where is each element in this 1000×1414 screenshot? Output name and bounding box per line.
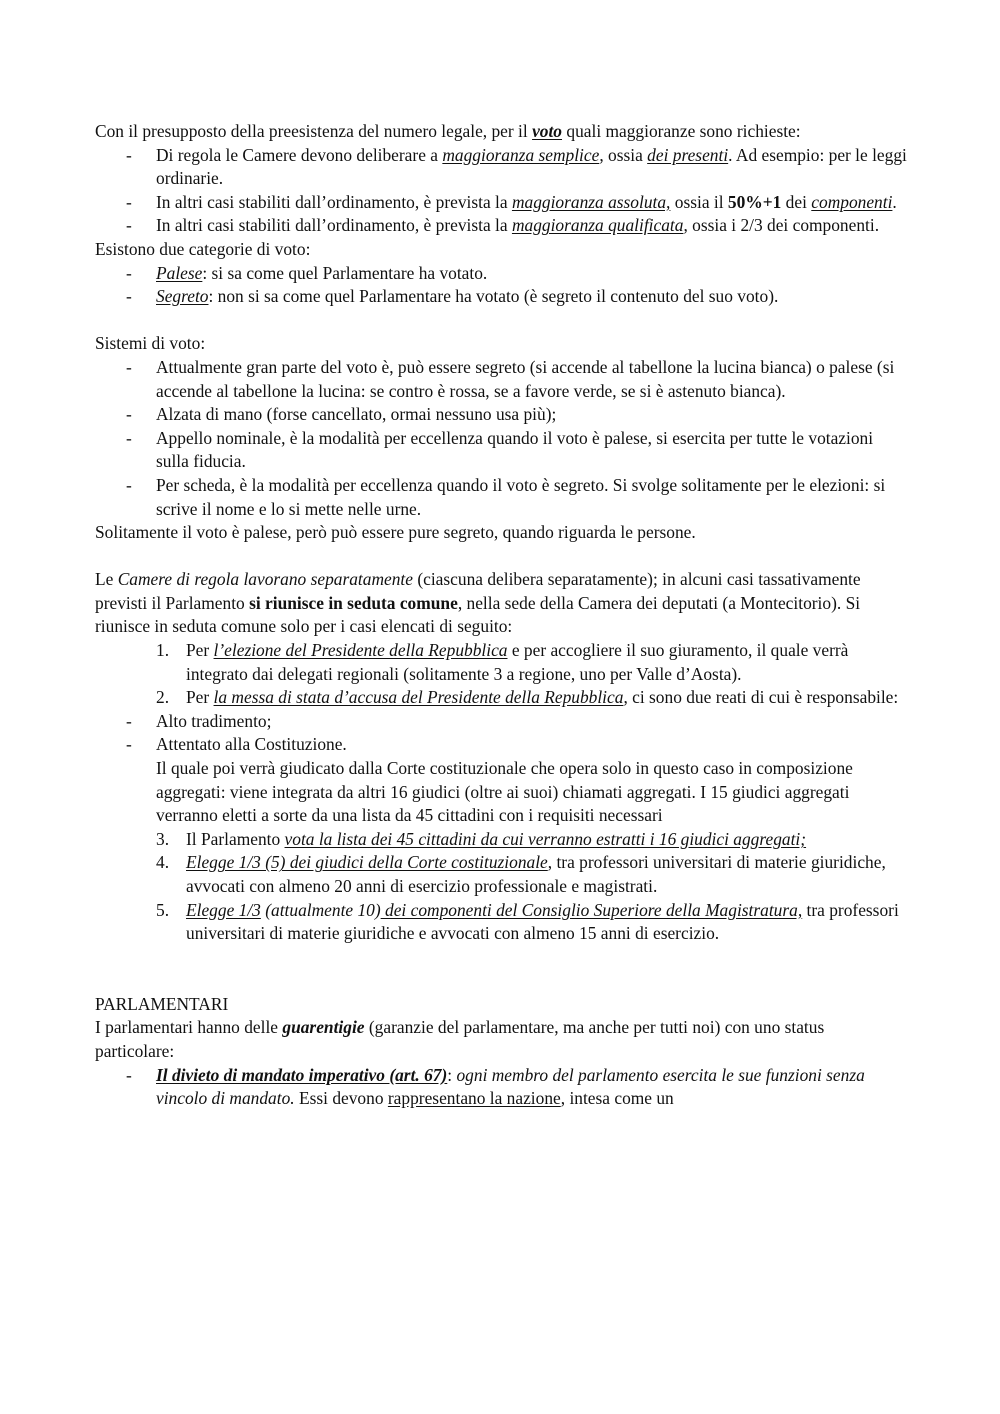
list-item: - Alto tradimento; bbox=[95, 710, 907, 734]
list-item: - In altri casi stabiliti dall’ordinamento, è prevista la maggioranza qualificata, ossia i 2/3 dei componenti. bbox=[95, 214, 907, 238]
list-item: - Per scheda, è la modalità per eccellenza quando il voto è segreto. Si svolge solitamente per le elezioni: si scrive il nome e lo si mette nelle urne. bbox=[95, 474, 907, 521]
paragraph: Le Camere di regola lavorano separatamente (ciascuna delibera separatamente); in alcuni casi tassativamente previsti il Parlamento si riunisce in seduta comune, nella sede della Camera dei deputati (a Montecitorio). Si riunisce in seduta comune solo per i casi elencati di seguito: bbox=[95, 569, 861, 637]
paragraph-intro: Con il presupposto della preesistenza del numero legale, per il voto quali maggioranze sono richieste: bbox=[95, 121, 801, 141]
paragraph: I parlamentari hanno delle guarentigie (garanzie del parlamentare, ma anche per tutti noi) con uno status particolare: bbox=[95, 1017, 825, 1061]
list-item: - Attualmente gran parte del voto è, può essere segreto (si accende al tabellone la lucina bianca) o palese (si accende al tabellone la lucina: se contro è rossa, se a favore verde, se si è astenuto bianca). bbox=[95, 356, 907, 403]
list-item: - Segreto: non si sa come quel Parlamentare ha votato (è segreto il contenuto del suo voto). bbox=[95, 285, 907, 309]
section-heading: PARLAMENTARI bbox=[95, 993, 229, 1014]
numbered-item: 4. Elegge 1/3 (5) dei giudici della Corte costituzionale, tra professori universitari di materie giuridiche, avvocati con almeno 20 anni di esercizio professionale e magistrati. bbox=[156, 852, 886, 896]
paragraph: Solitamente il voto è palese, però può essere pure segreto, quando riguarda le persone. bbox=[95, 522, 696, 543]
list-item: - Palese: si sa come quel Parlamentare ha votato. bbox=[95, 262, 907, 286]
numbered-item: 3. Il Parlamento vota la lista dei 45 cittadini da cui verranno estratti i 16 giudici aggregati; bbox=[156, 828, 807, 849]
list-item: - Appello nominale, è la modalità per eccellenza quando il voto è palese, si esercita per tutte le votazioni sulla fiducia. bbox=[95, 427, 907, 474]
paragraph: Esistono due categorie di voto: bbox=[95, 238, 311, 259]
list-item: - Il divieto di mandato imperativo (art. 67): ogni membro del parlamento esercita le sue funzioni senza vincolo di mandato. Essi devono rappresentano la nazione, intesa come un bbox=[95, 1064, 907, 1111]
paragraph: Sistemi di voto: bbox=[95, 333, 206, 354]
list-item: - Di regola le Camere devono deliberare a maggioranza semplice, ossia dei presenti. Ad esempio: per le leggi ordinarie. bbox=[95, 144, 907, 191]
numbered-item: 1. Per l’elezione del Presidente della Repubblica e per accogliere il suo giuramento, il quale verrà integrato dai delegati regionali (solitamente 3 a regione, uno per Valle d’Aosta). bbox=[156, 640, 849, 684]
paragraph: Il quale poi verrà giudicato dalla Corte costituzionale che opera solo in questo caso in composizione aggregati: viene integrata da altri 16 giudici (oltre ai suoi) chiamati aggregati. I 15 giudici aggregati verranno eletti a sorte da una lista da 45 cittadini con i requisiti necessari bbox=[156, 758, 853, 826]
numbered-item: 2. Per la messa di stata d’accusa del Presidente della Repubblica, ci sono due reati di cui è responsabile: bbox=[156, 687, 899, 708]
list-item: - In altri casi stabiliti dall’ordinamento, è prevista la maggioranza assoluta, ossia il 50%+1 dei componenti. bbox=[95, 191, 907, 215]
document-body bbox=[95, 120, 907, 1111]
numbered-item: 5. Elegge 1/3 (attualmente 10) dei componenti del Consiglio Superiore della Magistratura, tra professori universitari di materie giuridiche e avvocati con almeno 15 anni di esercizio. bbox=[156, 899, 899, 944]
list-item: - Alzata di mano (forse cancellato, ormai nessuno usa più); bbox=[95, 403, 907, 427]
list-item: - Attentato alla Costituzione. bbox=[95, 733, 907, 757]
